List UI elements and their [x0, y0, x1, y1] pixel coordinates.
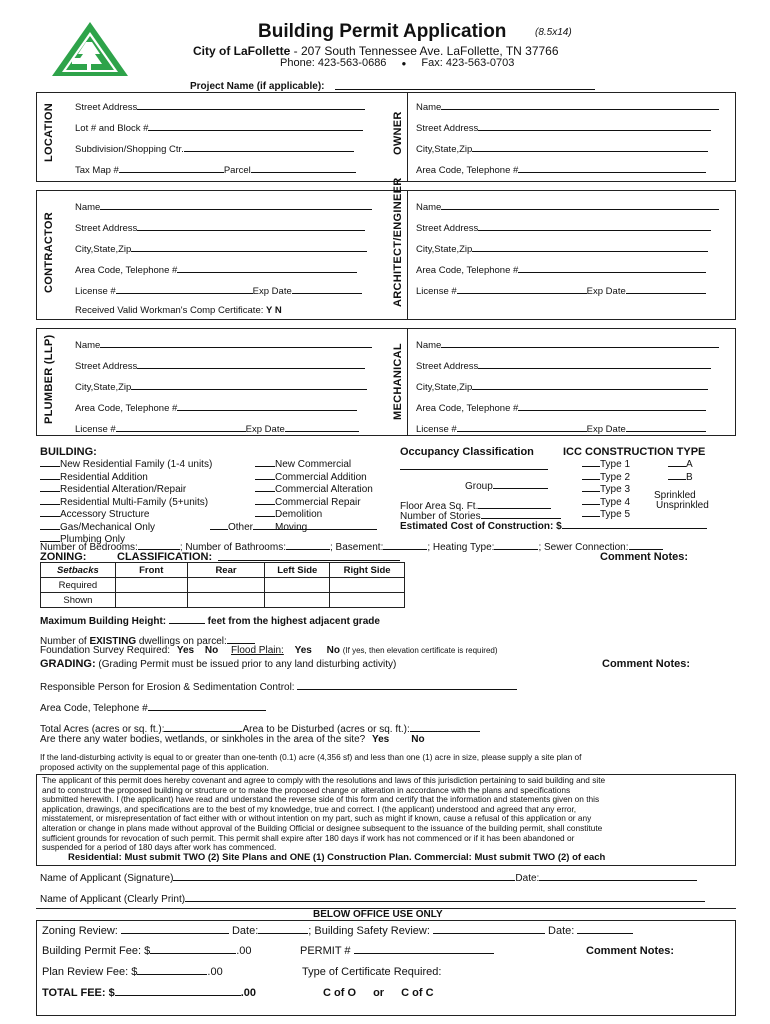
table-row: [41, 593, 405, 608]
icc-b-option[interactable]: B: [668, 471, 693, 484]
heating-input[interactable]: [494, 541, 538, 550]
contractor-name-input[interactable]: [100, 201, 372, 210]
zoning-comment-notes: Comment Notes:: [600, 551, 689, 563]
office-review-line: [42, 925, 633, 937]
stories-input[interactable]: [481, 510, 561, 519]
print-name-input[interactable]: [185, 893, 705, 902]
architect-name-label: Name: [416, 202, 442, 213]
architect-street-input[interactable]: [478, 222, 711, 231]
building-option[interactable]: Moving: [255, 521, 373, 534]
grading-heading: GRADING:: [40, 658, 96, 670]
building-other[interactable]: Other: [210, 521, 377, 533]
unsprinkled-label[interactable]: Unsprinkled: [656, 500, 709, 511]
icc-type-option[interactable]: Type 1: [582, 458, 630, 471]
plan-review-cents: .00: [207, 966, 223, 978]
plumber-street-input[interactable]: [137, 360, 365, 369]
mechanical-street-label: Street Address: [416, 361, 479, 372]
owner-city-label: City,State,Zip: [416, 144, 473, 155]
max-height-field: Maximum Building Height: feet from the highest adjacent grade: [40, 616, 380, 627]
project-name-input[interactable]: [335, 81, 595, 90]
estimated-cost-field: Estimated Cost of Construction: $: [400, 520, 707, 532]
permit-fee-line: [42, 945, 252, 957]
safety-date-input[interactable]: [577, 925, 633, 934]
workmans-comp-label: Received Valid Workman's Comp Certificate:: [75, 305, 264, 316]
plumber-license-input[interactable]: [116, 423, 246, 432]
city-name: City of LaFollette: [193, 44, 291, 58]
owner-city-input[interactable]: [472, 143, 708, 152]
building-option[interactable]: Commercial Addition: [255, 471, 373, 484]
contractor-license-input[interactable]: [116, 285, 253, 294]
icc-types-list: [582, 458, 630, 521]
group-field: Group: [465, 480, 548, 492]
icc-type-option[interactable]: Type 4: [582, 496, 630, 509]
plumber-city-input[interactable]: [131, 381, 367, 390]
acres-line: Total Acres (acres or sq. ft.): Area to be Disturbed (acres or sq. ft.):: [40, 723, 480, 735]
bullet-icon: ●: [401, 59, 407, 68]
architect-street-label: Street Address: [416, 223, 479, 234]
building-option[interactable]: Demolition: [255, 508, 373, 521]
floor-area-field: Floor Area Sq. Ft.: [400, 500, 551, 512]
architect-phone-label: Area Code, Telephone #: [416, 265, 519, 276]
office-use-heading: BELOW OFFICE USE ONLY: [313, 909, 443, 920]
permit-no-input[interactable]: [354, 945, 494, 954]
heating-label: ; Heating Type:: [427, 542, 495, 553]
contractor-city-label: City,State,Zip: [75, 244, 132, 255]
parcel-input[interactable]: [251, 164, 356, 173]
plumber-name-input[interactable]: [100, 339, 372, 348]
location-lot-label: Lot # and Block #: [75, 123, 149, 134]
cert-options: [323, 987, 434, 999]
total-fee-line: [42, 987, 256, 999]
classification-label: CLASSIFICATION:: [117, 551, 213, 563]
safety-review-label: ; Building Safety Review:: [308, 925, 430, 937]
contractor-street-label: Street Address: [75, 223, 138, 234]
phone: Phone: 423-563-0686: [280, 57, 387, 69]
icc-type-option[interactable]: Type 3: [582, 483, 630, 496]
occupancy-heading: Occupancy Classification: [400, 446, 534, 458]
setback-cell[interactable]: [115, 593, 187, 608]
architect-exp-input[interactable]: [626, 285, 706, 294]
fax: Fax: 423-563-0703: [421, 57, 515, 69]
water-no[interactable]: No: [411, 734, 425, 745]
sewer-input[interactable]: [629, 541, 663, 550]
zoning-date-input[interactable]: [258, 925, 308, 934]
tax-map-input[interactable]: [119, 164, 224, 173]
plumber-city-label: City,State,Zip: [75, 382, 132, 393]
grading-comment-notes: Comment Notes:: [602, 658, 691, 670]
owner-phone-label: Area Code, Telephone #: [416, 165, 519, 176]
table-header: Front: [115, 563, 187, 578]
mechanical-exp-label: Exp Date: [586, 424, 626, 435]
stories-field: Number of Stories: [400, 510, 561, 522]
building-option[interactable]: Plumbing Only: [40, 533, 212, 546]
contractor-name-label: Name: [75, 202, 101, 213]
architect-label: ARCHITECT/ENGINEER: [392, 177, 404, 307]
office-comment-notes: Comment Notes:: [586, 945, 675, 957]
mechanical-city-label: City,State,Zip: [416, 382, 473, 393]
tax-map-label: Tax Map #: [75, 165, 119, 176]
permit-no-field: PERMIT #: [300, 945, 494, 957]
workmans-comp-yn[interactable]: Y N: [266, 305, 282, 316]
architect-city-input[interactable]: [472, 243, 708, 252]
table-header: Right Side: [330, 563, 405, 578]
plumber-exp-input[interactable]: [285, 423, 359, 432]
building-option[interactable]: Residential Multi-Family (5+units): [40, 496, 212, 509]
city-logo: [50, 20, 130, 78]
contractor-exp-input[interactable]: [292, 285, 362, 294]
permit-fee-label: Building Permit Fee: $: [42, 945, 151, 957]
mechanical-name-label: Name: [416, 340, 442, 351]
basement-label: ; Basement:: [329, 542, 384, 553]
water-yes[interactable]: Yes: [371, 734, 390, 745]
floor-area-input[interactable]: [478, 500, 551, 509]
plumber-label: PLUMBER (LLP): [43, 334, 55, 424]
plan-review-input[interactable]: [137, 966, 207, 975]
grading-note: (Grading Permit must be issued prior to any land disturbing activity): [98, 659, 397, 670]
setback-cell[interactable]: [330, 578, 405, 593]
flood-note: (If yes, then elevation certificate is required): [342, 646, 498, 655]
architect-city-label: City,State,Zip: [416, 244, 473, 255]
cert-type-label: Type of Certificate Required:: [302, 966, 442, 978]
grading-line: [40, 658, 396, 670]
zoning-date-label: Date:: [231, 925, 259, 937]
city-address: [193, 44, 559, 58]
table-row: [41, 563, 405, 578]
setback-cell[interactable]: [330, 593, 405, 608]
contractor-phone-input[interactable]: [177, 264, 357, 273]
owner-street-label: Street Address: [416, 123, 479, 134]
architect-exp-label: Exp Date: [586, 286, 626, 297]
mechanical-phone-input[interactable]: [518, 402, 706, 411]
architect-name-input[interactable]: [441, 201, 719, 210]
table-row: [41, 578, 405, 593]
legal-text: The applicant of this permit does hereby covenant and agree to comply with the resolutions and laws of this jurisdiction pertaining to said building and site and to construct the proposed building or structure or to make the proposed change or alteration in accordance with the plans and specifications submitted herewith. I (the applicant) have read and understand the reverse side of this form and certify that the information and statements given on this application, drawings, and specifications are to the best of my knowledge, true and correct. I (the applicant) understood and agreed that any error, misstatement, or misrepresentation of fact either with or without intention on my part, such as might if known, cause a refusal of this application or any alteration or change in plans made without approval of the Building Official or designee subsequent to the issuance of the building permit, shall constitute sufficient grounds for revocation of such permit. This permit shall expire after 180 days if work has not commenced or if it has been abandoned or suspended for a period of 180 days after work has commenced.: [42, 775, 606, 853]
flood-yes[interactable]: Yes: [294, 645, 312, 656]
submit-requirements: Residential: Must submit TWO (2) Site Plans and ONE (1) Construction Plan. Commercial: Must submit TWO (2) of each: [68, 852, 606, 863]
icc-type-option[interactable]: Type 5: [582, 508, 630, 521]
plumber-license-label: License #: [75, 424, 116, 435]
icc-type-option[interactable]: Type 2: [582, 471, 630, 484]
contractor-city-input[interactable]: [131, 243, 367, 252]
classification-input[interactable]: [218, 552, 400, 561]
foundation-line: [40, 645, 498, 656]
owner-name-label: Name: [416, 102, 442, 113]
occupancy-input[interactable]: [400, 461, 548, 470]
owner-street-input[interactable]: [478, 122, 711, 131]
estimated-cost-input[interactable]: [562, 520, 707, 529]
building-option[interactable]: Gas/Mechanical Only: [40, 521, 212, 534]
total-fee-input[interactable]: [115, 987, 241, 996]
bathrooms-label: ; Number of Bathrooms:: [179, 542, 286, 553]
group-input[interactable]: [493, 480, 548, 489]
location-label: LOCATION: [43, 102, 55, 162]
architect-license-label: License #: [416, 286, 457, 297]
setback-cell[interactable]: [187, 578, 265, 593]
building-option[interactable]: New Commercial: [255, 458, 373, 471]
grading-phone-field: Area Code, Telephone #: [40, 702, 266, 714]
icc-a-option[interactable]: A: [668, 458, 693, 471]
total-fee-cents: .00: [240, 987, 257, 999]
disturbed-input[interactable]: [410, 723, 480, 732]
setbacks-table: [40, 562, 405, 608]
location-subdivision-input[interactable]: [184, 143, 354, 152]
building-option[interactable]: Commercial Alteration: [255, 483, 373, 496]
contractor-label: CONTRACTOR: [43, 211, 55, 293]
mechanical-phone-label: Area Code, Telephone #: [416, 403, 519, 414]
signature-input[interactable]: [173, 872, 515, 881]
or-label: or: [373, 987, 385, 999]
building-option[interactable]: Residential Alteration/Repair: [40, 483, 212, 496]
plan-review-label: Plan Review Fee: $: [42, 966, 138, 978]
table-header: Left Side: [265, 563, 330, 578]
max-height-input[interactable]: [169, 615, 205, 624]
owner-label: OWNER: [392, 111, 404, 155]
setback-cell[interactable]: [265, 578, 330, 593]
street-address-header: - 207 South Tennessee Ave. LaFollette, TN 37766: [290, 44, 559, 58]
table-header: Rear: [187, 563, 265, 578]
existing-dwellings: Number of EXISTING dwellings on parcel:: [40, 635, 255, 647]
architect-license-input[interactable]: [457, 285, 587, 294]
signature-field: Name of Applicant (Signature) Date:: [40, 872, 697, 884]
foundation-yes[interactable]: Yes: [176, 645, 195, 656]
c-of-o-option[interactable]: C of O: [323, 987, 356, 999]
water-line: Are there any water bodies, wetlands, or sinkholes in the area of the site? Yes No: [40, 734, 425, 745]
owner-name-input[interactable]: [441, 101, 719, 110]
mechanical-city-input[interactable]: [472, 381, 708, 390]
bedrooms-input[interactable]: [138, 541, 180, 550]
existing-dwellings-input[interactable]: [227, 635, 255, 644]
mechanical-name-input[interactable]: [441, 339, 719, 348]
icc-heading: ICC CONSTRUCTION TYPE: [563, 446, 706, 458]
building-option[interactable]: Commercial Repair: [255, 496, 373, 509]
bedrooms-label: Number of Bedrooms:: [40, 542, 138, 553]
building-option[interactable]: Accessory Structure: [40, 508, 212, 521]
total-acres-input[interactable]: [164, 723, 242, 732]
flood-no[interactable]: No: [326, 645, 340, 656]
safety-review-input[interactable]: [433, 925, 545, 934]
foundation-label: Foundation Survey Required:: [40, 645, 171, 656]
icc-ab-list: [668, 458, 693, 483]
project-name-label: Project Name (if applicable):: [190, 81, 325, 92]
building-left-list: [40, 458, 212, 546]
plumber-exp-label: Exp Date: [245, 424, 285, 435]
contractor-license-label: License #: [75, 286, 116, 297]
setback-cell[interactable]: [265, 593, 330, 608]
plumber-street-label: Street Address: [75, 361, 138, 372]
c-of-c-option[interactable]: C of C: [401, 987, 434, 999]
signature-date-input[interactable]: [539, 872, 697, 881]
mechanical-license-label: License #: [416, 424, 457, 435]
page-title: Building Permit Application: [258, 21, 507, 42]
table-header: Setbacks: [41, 563, 116, 578]
permit-fee-cents: .00: [236, 945, 252, 957]
disturb-note: If the land-disturbing activity is equal to or greater than one-tenth (0.1) acre (4,356 sf) and less than one (1) acre in size, please supply a site plan of proposed activity on the supplemental page of this application.: [40, 752, 582, 772]
location-street-input[interactable]: [137, 101, 365, 110]
plumber-name-label: Name: [75, 340, 101, 351]
size-note: (8.5x14): [535, 27, 572, 38]
building-heading: BUILDING:: [40, 446, 97, 458]
mechanical-street-input[interactable]: [478, 360, 711, 369]
bathrooms-input[interactable]: [286, 541, 330, 550]
sprinkled-label[interactable]: Sprinkled: [654, 490, 696, 501]
plan-review-line: [42, 966, 223, 978]
plumber-phone-label: Area Code, Telephone #: [75, 403, 178, 414]
responsible-input[interactable]: [297, 681, 517, 690]
zoning-review-label: Zoning Review:: [42, 925, 118, 937]
setback-cell[interactable]: [115, 578, 187, 593]
row-label: Shown: [41, 593, 116, 608]
mechanical-license-input[interactable]: [457, 423, 587, 432]
permit-fee-input[interactable]: [150, 945, 236, 954]
plumber-phone-input[interactable]: [177, 402, 357, 411]
mechanical-exp-input[interactable]: [626, 423, 706, 432]
responsible-field: Responsible Person for Erosion & Sedimentation Control:: [40, 681, 517, 693]
grading-phone-input[interactable]: [148, 702, 266, 711]
foundation-no[interactable]: No: [204, 645, 219, 656]
basement-input[interactable]: [383, 541, 427, 550]
phone-line: [280, 57, 514, 69]
print-name-field: Name of Applicant (Clearly Print): [40, 893, 705, 905]
location-subdivision-label: Subdivision/Shopping Ctr.: [75, 144, 184, 155]
building-option[interactable]: New Residential Family (1-4 units): [40, 458, 212, 471]
zoning-label: ZONING:: [40, 551, 87, 563]
contractor-phone-label: Area Code, Telephone #: [75, 265, 178, 276]
owner-phone-input[interactable]: [518, 164, 706, 173]
location-street-label: Street Address: [75, 102, 138, 113]
building-option[interactable]: Residential Addition: [40, 471, 212, 484]
flood-plain-label: Flood Plain:: [231, 645, 284, 656]
zoning-review-input[interactable]: [121, 925, 229, 934]
contractor-exp-label: Exp Date: [252, 286, 292, 297]
contractor-street-input[interactable]: [137, 222, 365, 231]
architect-phone-input[interactable]: [518, 264, 706, 273]
setback-cell[interactable]: [187, 593, 265, 608]
parcel-label: Parcel: [223, 165, 251, 176]
row-label: Required: [41, 578, 116, 593]
location-lot-input[interactable]: [148, 122, 363, 131]
sewer-label: ; Sewer Connection:: [538, 542, 629, 553]
mechanical-label: MECHANICAL: [392, 343, 404, 420]
safety-date-label: Date:: [548, 925, 575, 937]
total-fee-label: TOTAL FEE: $: [42, 987, 115, 999]
